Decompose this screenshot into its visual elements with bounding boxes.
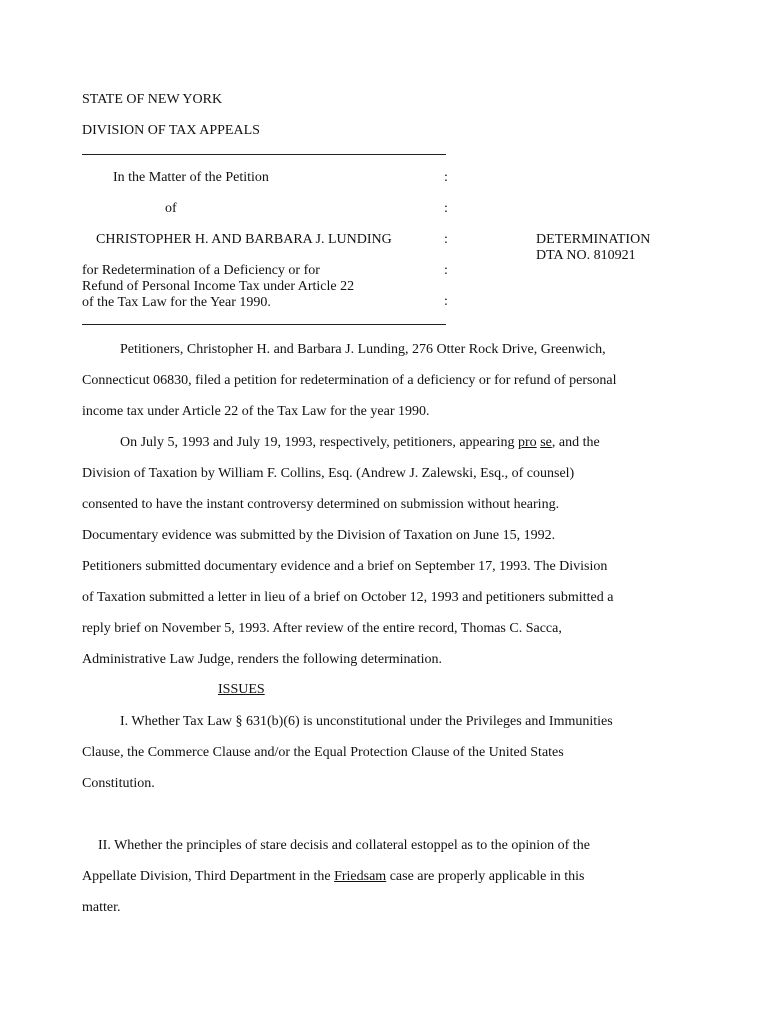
text-line: Constitution. [82,776,155,791]
text-line: income tax under Article 22 of the Tax Law for the year 1990. [82,404,430,419]
caption-colon: : [444,170,448,185]
friedsam-case: Friedsam [334,869,387,884]
text-line: consented to have the instant controversy determined on submission without hearing. [82,497,560,512]
text-line: I. Whether Tax Law § 631(b)(6) is unconstitutional under the Privileges and Immunities [120,714,613,729]
issues-heading-text: ISSUES [218,682,265,697]
text-line: Petitioners, Christopher H. and Barbara J. Lunding, 276 Otter Rock Drive, Greenwich, [120,342,606,357]
caption-bottom-rule [82,324,446,325]
issue-two [82,830,682,923]
text-line: case are properly applicable in this [386,869,585,884]
caption-top-rule [82,154,446,155]
matter-line: In the Matter of the Petition [113,170,269,185]
text-line: II. Whether the principles of stare decisis and collateral estoppel as to the opinion of the [98,838,590,853]
caption-colon: : [444,232,448,247]
dta-number: DTA NO. 810921 [536,248,636,263]
text-line: Administrative Law Judge, renders the following determination. [82,652,443,667]
text-line: On July 5, 1993 and July 19, 1993, respectively, petitioners, appearing [120,435,519,450]
text-line: Petitioners submitted documentary evidence and a brief on September 17, 1993. The Division [82,559,608,574]
purpose-line: for Redetermination of a Deficiency or for [82,263,320,278]
issues-heading [218,682,265,698]
text-line: reply brief on November 5, 1993. After review of the entire record, Thomas C. Sacca, [82,621,562,636]
paragraph-procedure [82,427,682,675]
purpose-block [82,263,354,311]
doc-type: DETERMINATION [536,232,651,247]
text-line: of Taxation submitted a letter in lieu of a brief on October 12, 1993 and petitioners submitted a [82,590,614,605]
issue-one [82,706,682,799]
text-line: Clause, the Commerce Clause and/or the Equal Protection Clause of the United States [82,745,564,760]
paragraph-petition [82,334,682,427]
text-line: Appellate Division, Third Department in the [82,869,335,884]
text-line: Division of Taxation by William F. Collins, Esq. (Andrew J. Zalewski, Esq., of counsel) [82,466,575,481]
text-line: Connecticut 06830, filed a petition for redetermination of a deficiency or for refund of personal [82,373,617,388]
petitioners-name: CHRISTOPHER H. AND BARBARA J. LUNDING [96,232,392,247]
text-line: Documentary evidence was submitted by the Division of Taxation on June 15, 1992. [82,528,556,543]
division-heading: DIVISION OF TAX APPEALS [82,123,260,138]
state-heading: STATE OF NEW YORK [82,92,223,107]
pro-italic: pro [518,435,537,450]
purpose-line: Refund of Personal Income Tax under Article 22 [82,279,355,294]
of-line: of [165,201,177,216]
determination-label [536,232,650,264]
caption-colon: : [444,263,448,278]
text-line: matter. [82,900,121,915]
text-line: , and the [551,435,600,450]
caption-colon: : [444,201,448,216]
purpose-line: of the Tax Law for the Year 1990. [82,295,271,310]
caption-colon: : [444,294,448,309]
se-italic: se [540,435,552,450]
